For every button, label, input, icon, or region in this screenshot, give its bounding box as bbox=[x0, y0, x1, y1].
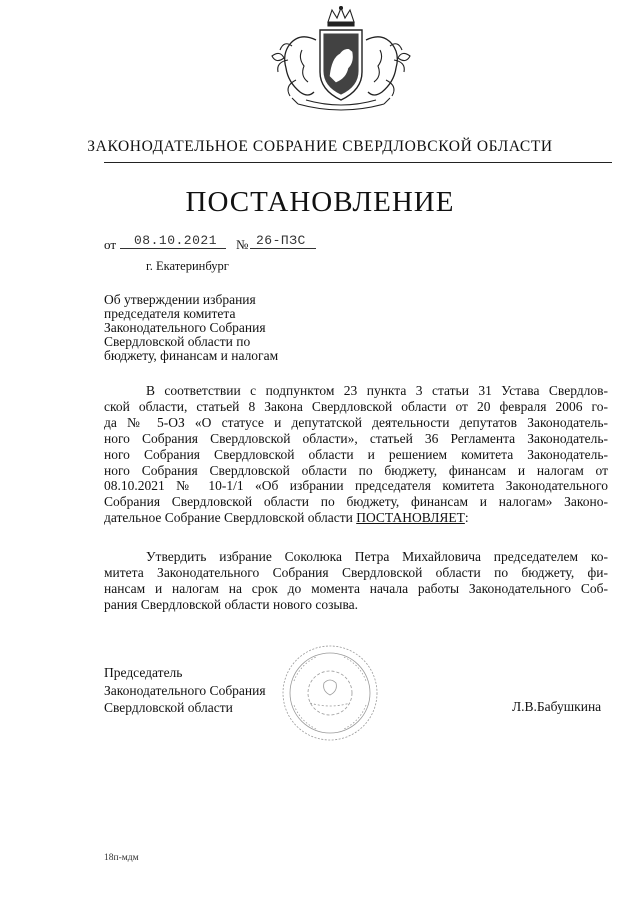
document-number: 26-ПЗС bbox=[256, 233, 306, 248]
paragraph-line: рания Свердловской области нового созыва. bbox=[104, 596, 359, 612]
preamble-paragraph bbox=[104, 383, 608, 526]
signatory-position bbox=[104, 664, 266, 717]
paragraph-line: ного Собрания Свердловской области», статьей 36 Регламента Законодатель- bbox=[104, 430, 608, 446]
subject-line: Об утверждении избрания bbox=[104, 292, 256, 307]
document-code: 18п-мдм bbox=[104, 853, 139, 863]
number-underline bbox=[250, 248, 316, 249]
header-divider bbox=[104, 162, 612, 163]
position-line: Законодательного Собрания bbox=[104, 682, 266, 698]
paragraph-line: ного Собрания Свердловской области и решением комитета Законодатель- bbox=[104, 446, 608, 462]
subject-line: бюджету, финансам и налогам bbox=[104, 348, 279, 363]
paragraph-line: Утвердить избрание Соколюка Петра Михайловича председателем ко- bbox=[146, 549, 608, 564]
round-seal-stamp bbox=[280, 643, 380, 743]
date-prefix: от bbox=[104, 237, 117, 252]
paragraph-line: да № 5-ОЗ «О статусе и депутатской деятельности депутатов Законодатель- bbox=[104, 414, 608, 430]
document-type-title: ПОСТАНОВЛЕНИЕ bbox=[185, 186, 455, 218]
paragraph-line: нансам и налогам на срок до момента начала работы Законодательного Соб- bbox=[104, 580, 608, 596]
document-date: 08.10.2021 bbox=[134, 233, 218, 248]
paragraph-line: ного Собрания Свердловской области по бюджету, финансам и налогам от bbox=[104, 462, 608, 478]
subject-line: Законодательного Собрания bbox=[104, 320, 266, 335]
paragraph-line bbox=[104, 510, 608, 526]
date-underline bbox=[120, 248, 226, 249]
paragraph-line: 08.10.2021 № 10-1/1 «Об избрании председателя комитета Законодательного bbox=[104, 478, 608, 494]
signer-name: Л.В.Бабушкина bbox=[512, 699, 602, 714]
paragraph-line: ской области, статьей 8 Закона Свердловской области от 20 февраля 2006 го- bbox=[104, 398, 608, 414]
number-prefix: № bbox=[236, 237, 249, 252]
paragraph-line: митета Законодательного Собрания Свердловской области по бюджету, фи- bbox=[104, 564, 608, 580]
resolve-word: ПОСТАНОВЛЯЕТ bbox=[356, 510, 465, 526]
paragraph-line-text: дательное Собрание Свердловской области bbox=[104, 510, 353, 526]
city: г. Екатеринбург bbox=[146, 259, 229, 273]
paragraph-line: Собрания Свердловской области по бюджету, финансам и налогам» Законо- bbox=[104, 494, 608, 510]
paragraph-line: В соответствии с подпунктом 23 пункта 3 статьи 31 Устава Свердлов- bbox=[146, 383, 608, 398]
resolve-colon: : bbox=[464, 510, 469, 526]
subject-line: председателя комитета bbox=[104, 306, 236, 321]
organization-name: ЗАКОНОДАТЕЛЬНОЕ СОБРАНИЕ СВЕРДЛОВСКОЙ ОБЛАСТИ bbox=[87, 138, 553, 155]
position-line: Председатель bbox=[104, 665, 183, 680]
coat-of-arms-emblem bbox=[262, 6, 420, 118]
document-subject bbox=[104, 293, 334, 363]
position-line: Свердловской области bbox=[104, 700, 233, 715]
subject-line: Свердловской области по bbox=[104, 334, 251, 349]
resolution-paragraph bbox=[104, 549, 608, 613]
